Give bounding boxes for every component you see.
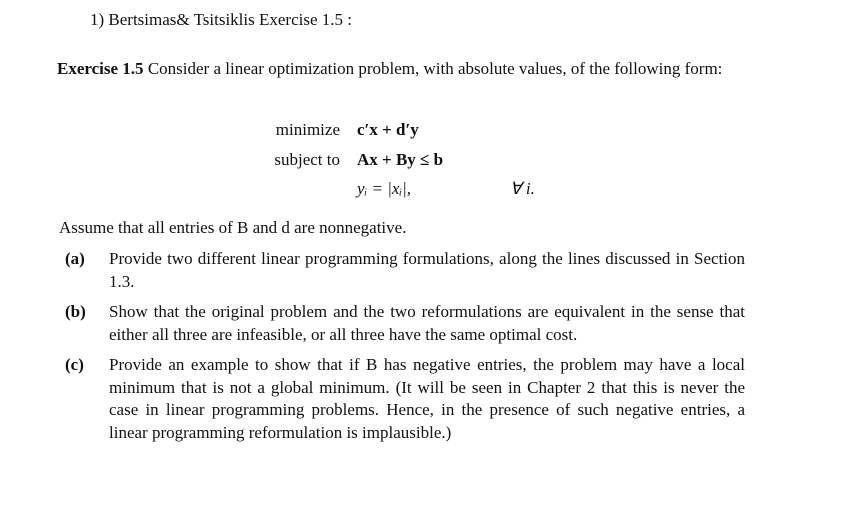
part-a [65,248,745,293]
abs-constraint-expression: yᵢ = |xᵢ|, [357,179,412,198]
part-text: Show that the original problem and the two reformulations are equivalent in the sense that either all three are infeasible, or all three have the same optimal cost. [109,302,745,344]
part-c [65,354,745,444]
part-text: Provide an example to show that if B has negative entries, the problem may have a local minimum that is not a global minimum. (It will be seen in Chapter 2 that this is never the case in linear programming problems. Hence, in the presence of such negative entries, a linear programming reformulation is implausible.) [109,355,745,442]
minimize-label: minimize [275,120,340,139]
exercise-intro-text: Consider a linear optimization problem, with absolute values, of the following form: [147,59,723,78]
forall-expression: ∀ i. [510,179,535,198]
exercise-title: Exercise 1.5 [57,59,144,78]
constraint-expression: Ax + By ≤ b [357,150,444,169]
exercise-parts [65,248,745,452]
subject-to-label: subject to [274,150,340,169]
objective-expression: c′x + d′y [357,120,419,139]
part-text: Provide two different linear programming formulations, along the lines discussed in Section 1.3. [109,249,745,291]
exercise-intro [57,57,757,80]
part-label: (a) [65,249,85,268]
question-heading: 1) Bertsimas& Tsitsiklis Exercise 1.5 : [90,10,352,29]
part-label: (c) [65,355,84,374]
assumption-text: Assume that all entries of B and d are nonnegative. [59,218,407,237]
part-label: (b) [65,302,86,321]
part-b [65,301,745,346]
